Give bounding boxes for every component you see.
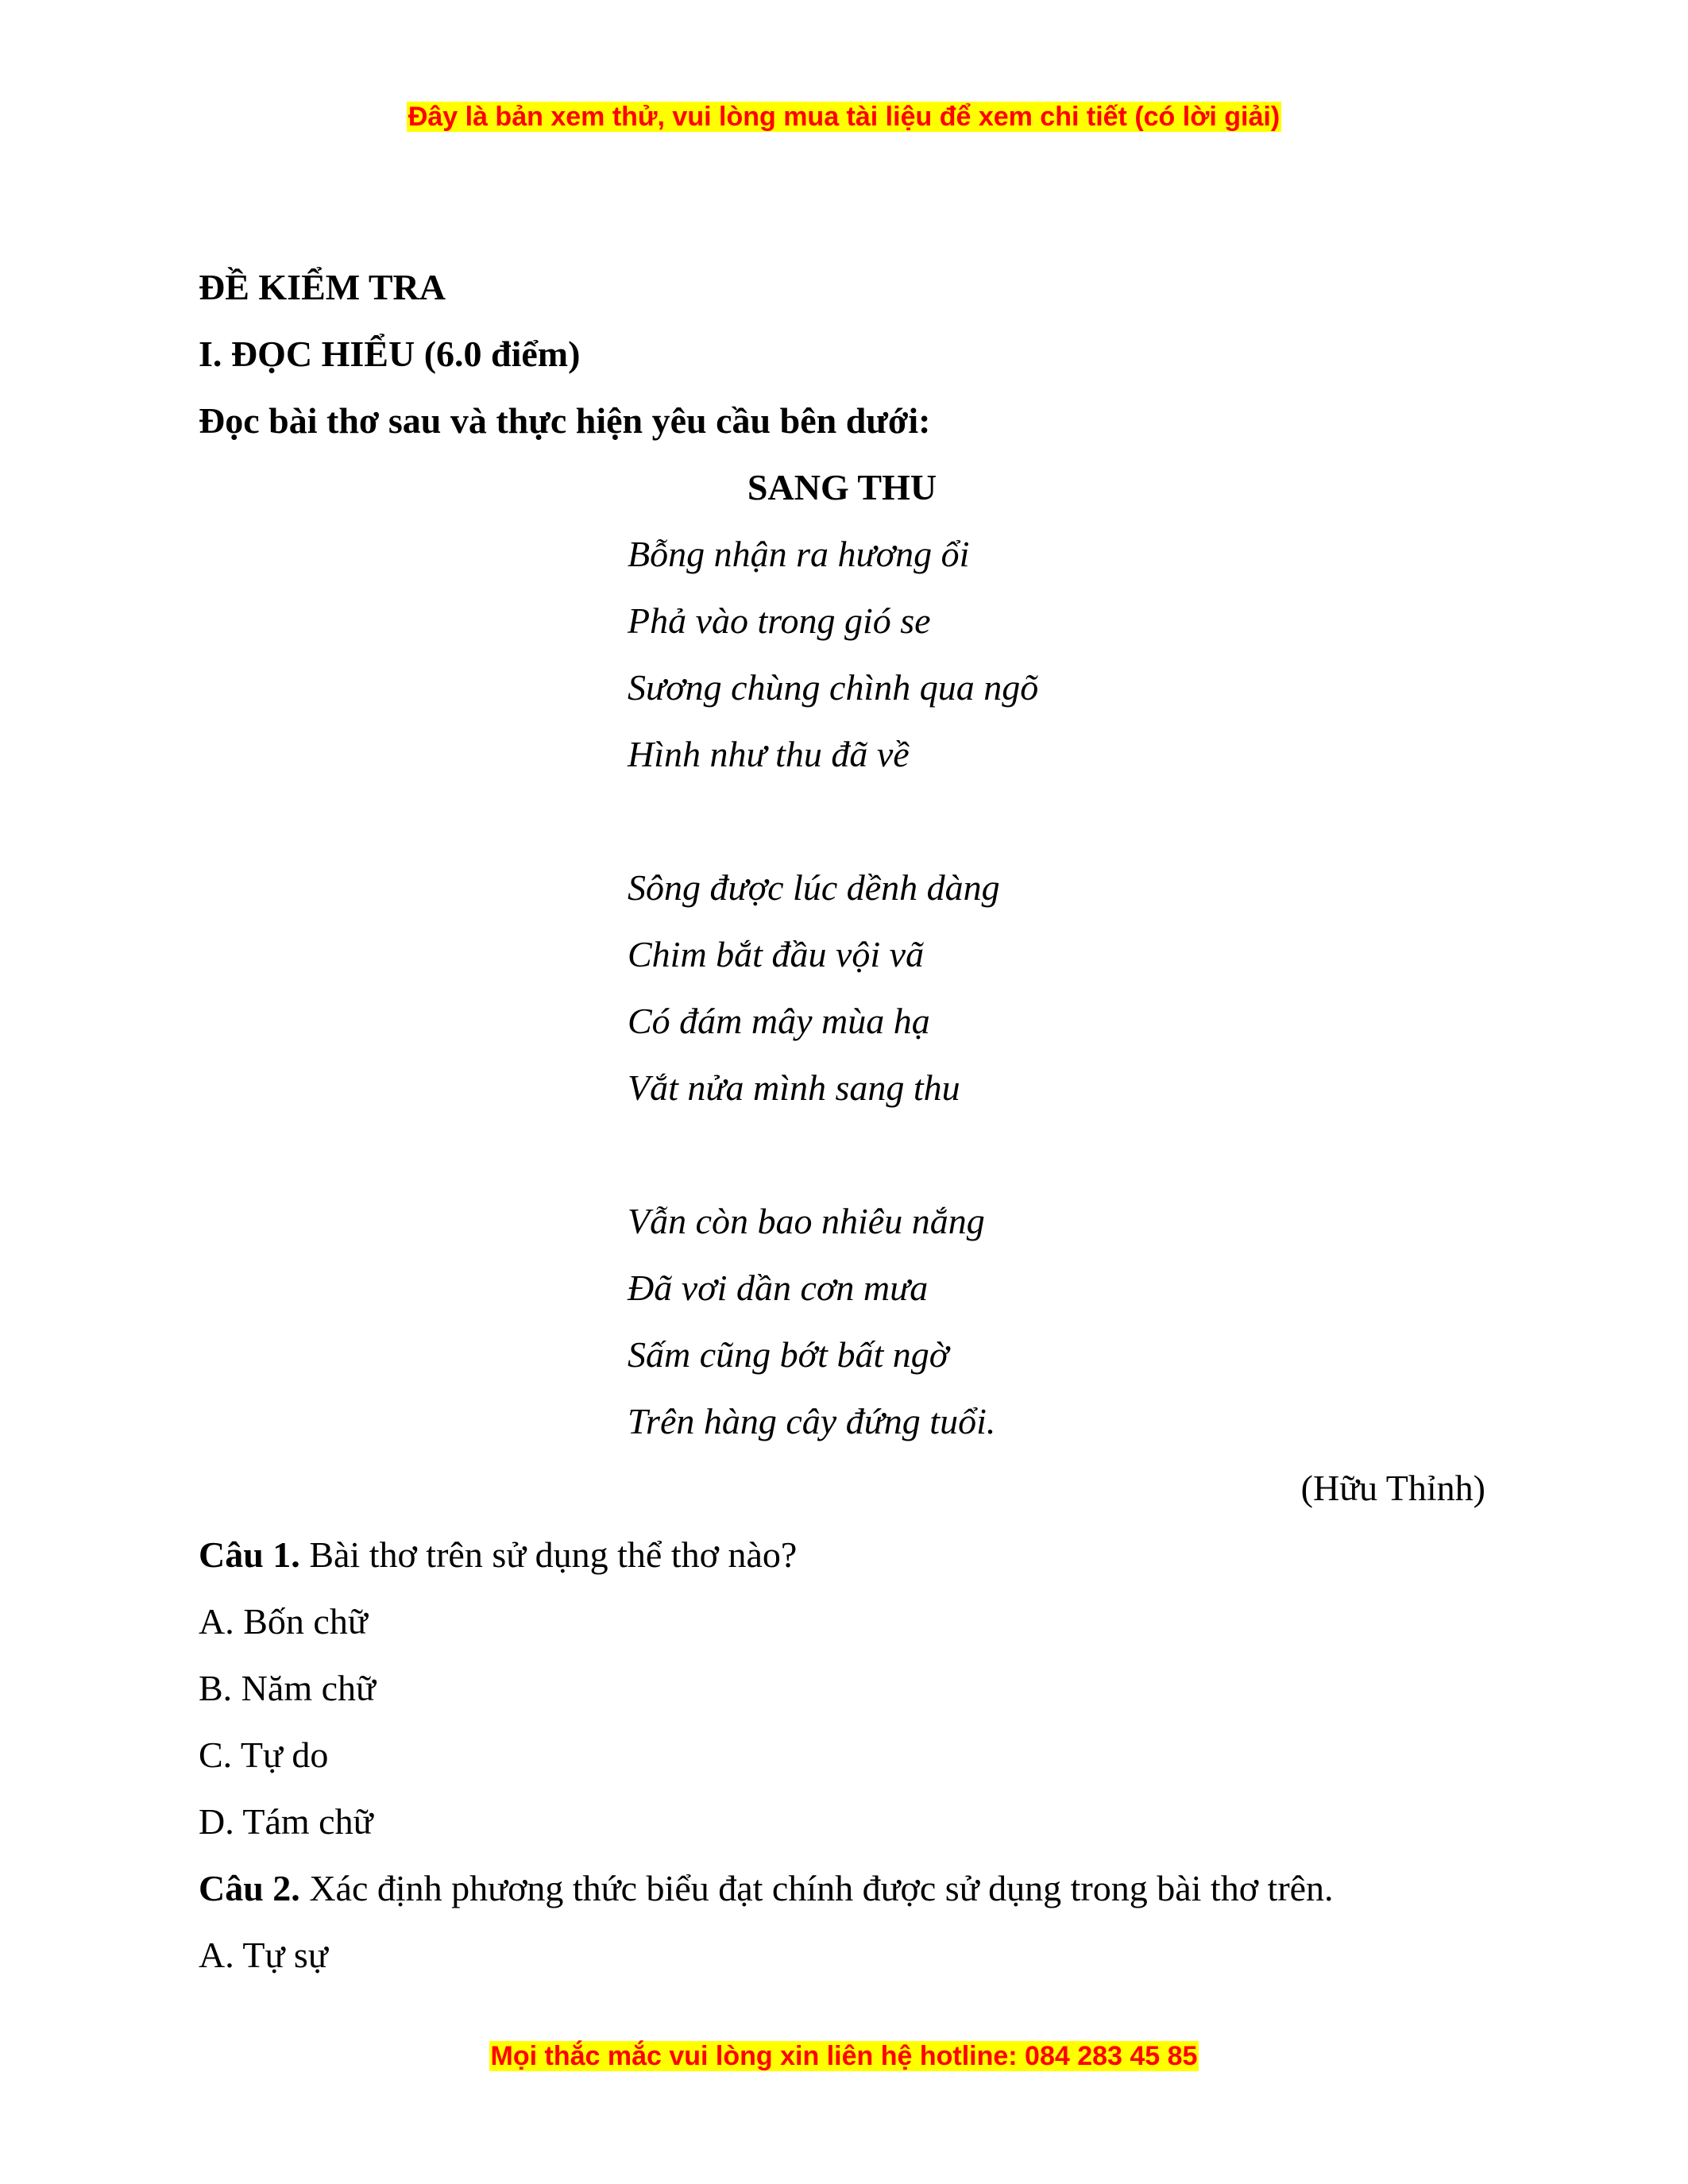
poem-line: Đã vơi dần cơn mưa (628, 1268, 929, 1308)
answer-option: A. Bốn chữ (199, 1601, 368, 1642)
poem-line: Sấm cũng bớt bất ngờ (628, 1334, 949, 1375)
poem-line: Bỗng nhận ra hương ổi (628, 534, 970, 574)
preview-notice-text: Đây là bản xem thử, vui lòng mua tài liệu để xem chi tiết (có lời giải) (408, 102, 1280, 132)
poem-line: Vắt nửa mình sang thu (628, 1067, 960, 1108)
poem-line: Có đám mây mùa hạ (628, 1001, 930, 1041)
answer-option: C. Tự do (199, 1734, 329, 1775)
hotline-text: Mọi thắc mắc vui lòng xin liên hệ hotline: 084 283 45 85 (490, 2041, 1198, 2071)
question-text: Xác định phương thức biểu đạt chính được sử dụng trong bài thơ trên. (299, 1868, 1334, 1908)
question-1 (199, 1522, 1485, 1588)
reading-instruction: Đọc bài thơ sau và thực hiện yêu cầu bên dưới: (199, 400, 931, 441)
stanza-break (199, 788, 1485, 855)
question-2 (199, 1855, 1485, 1922)
poem-author: (Hữu Thỉnh) (1300, 1468, 1485, 1508)
preview-notice-banner (0, 99, 1688, 134)
question-label: Câu 1. (199, 1534, 300, 1575)
poem-title: SANG THU (747, 467, 937, 507)
poem-line: Sương chùng chình qua ngõ (628, 667, 1039, 708)
question-label: Câu 2. (199, 1868, 300, 1908)
poem-line: Trên hàng cây đứng tuổi. (628, 1401, 996, 1441)
poem-line: Chim bắt đầu vội vã (628, 934, 925, 974)
poem-line: Vẫn còn bao nhiêu nắng (628, 1201, 985, 1241)
question-text: Bài thơ trên sử dụng thể thơ nào? (299, 1534, 798, 1575)
hotline-banner (0, 2039, 1688, 2074)
poem-line: Phả vào trong gió se (628, 600, 931, 641)
stanza-break (199, 1121, 1485, 1188)
answer-option: A. Tự sự (199, 1935, 328, 1975)
document-heading: ĐỀ KIỂM TRA (199, 267, 446, 307)
answer-option: D. Tám chữ (199, 1801, 373, 1842)
poem-line: Sông được lúc dềnh dàng (628, 867, 1000, 908)
document-body (199, 254, 1485, 1989)
answer-option: B. Năm chữ (199, 1668, 376, 1708)
section-title: I. ĐỌC HIỂU (6.0 điểm) (199, 334, 581, 374)
poem-line: Hình như thu đã về (628, 734, 910, 774)
